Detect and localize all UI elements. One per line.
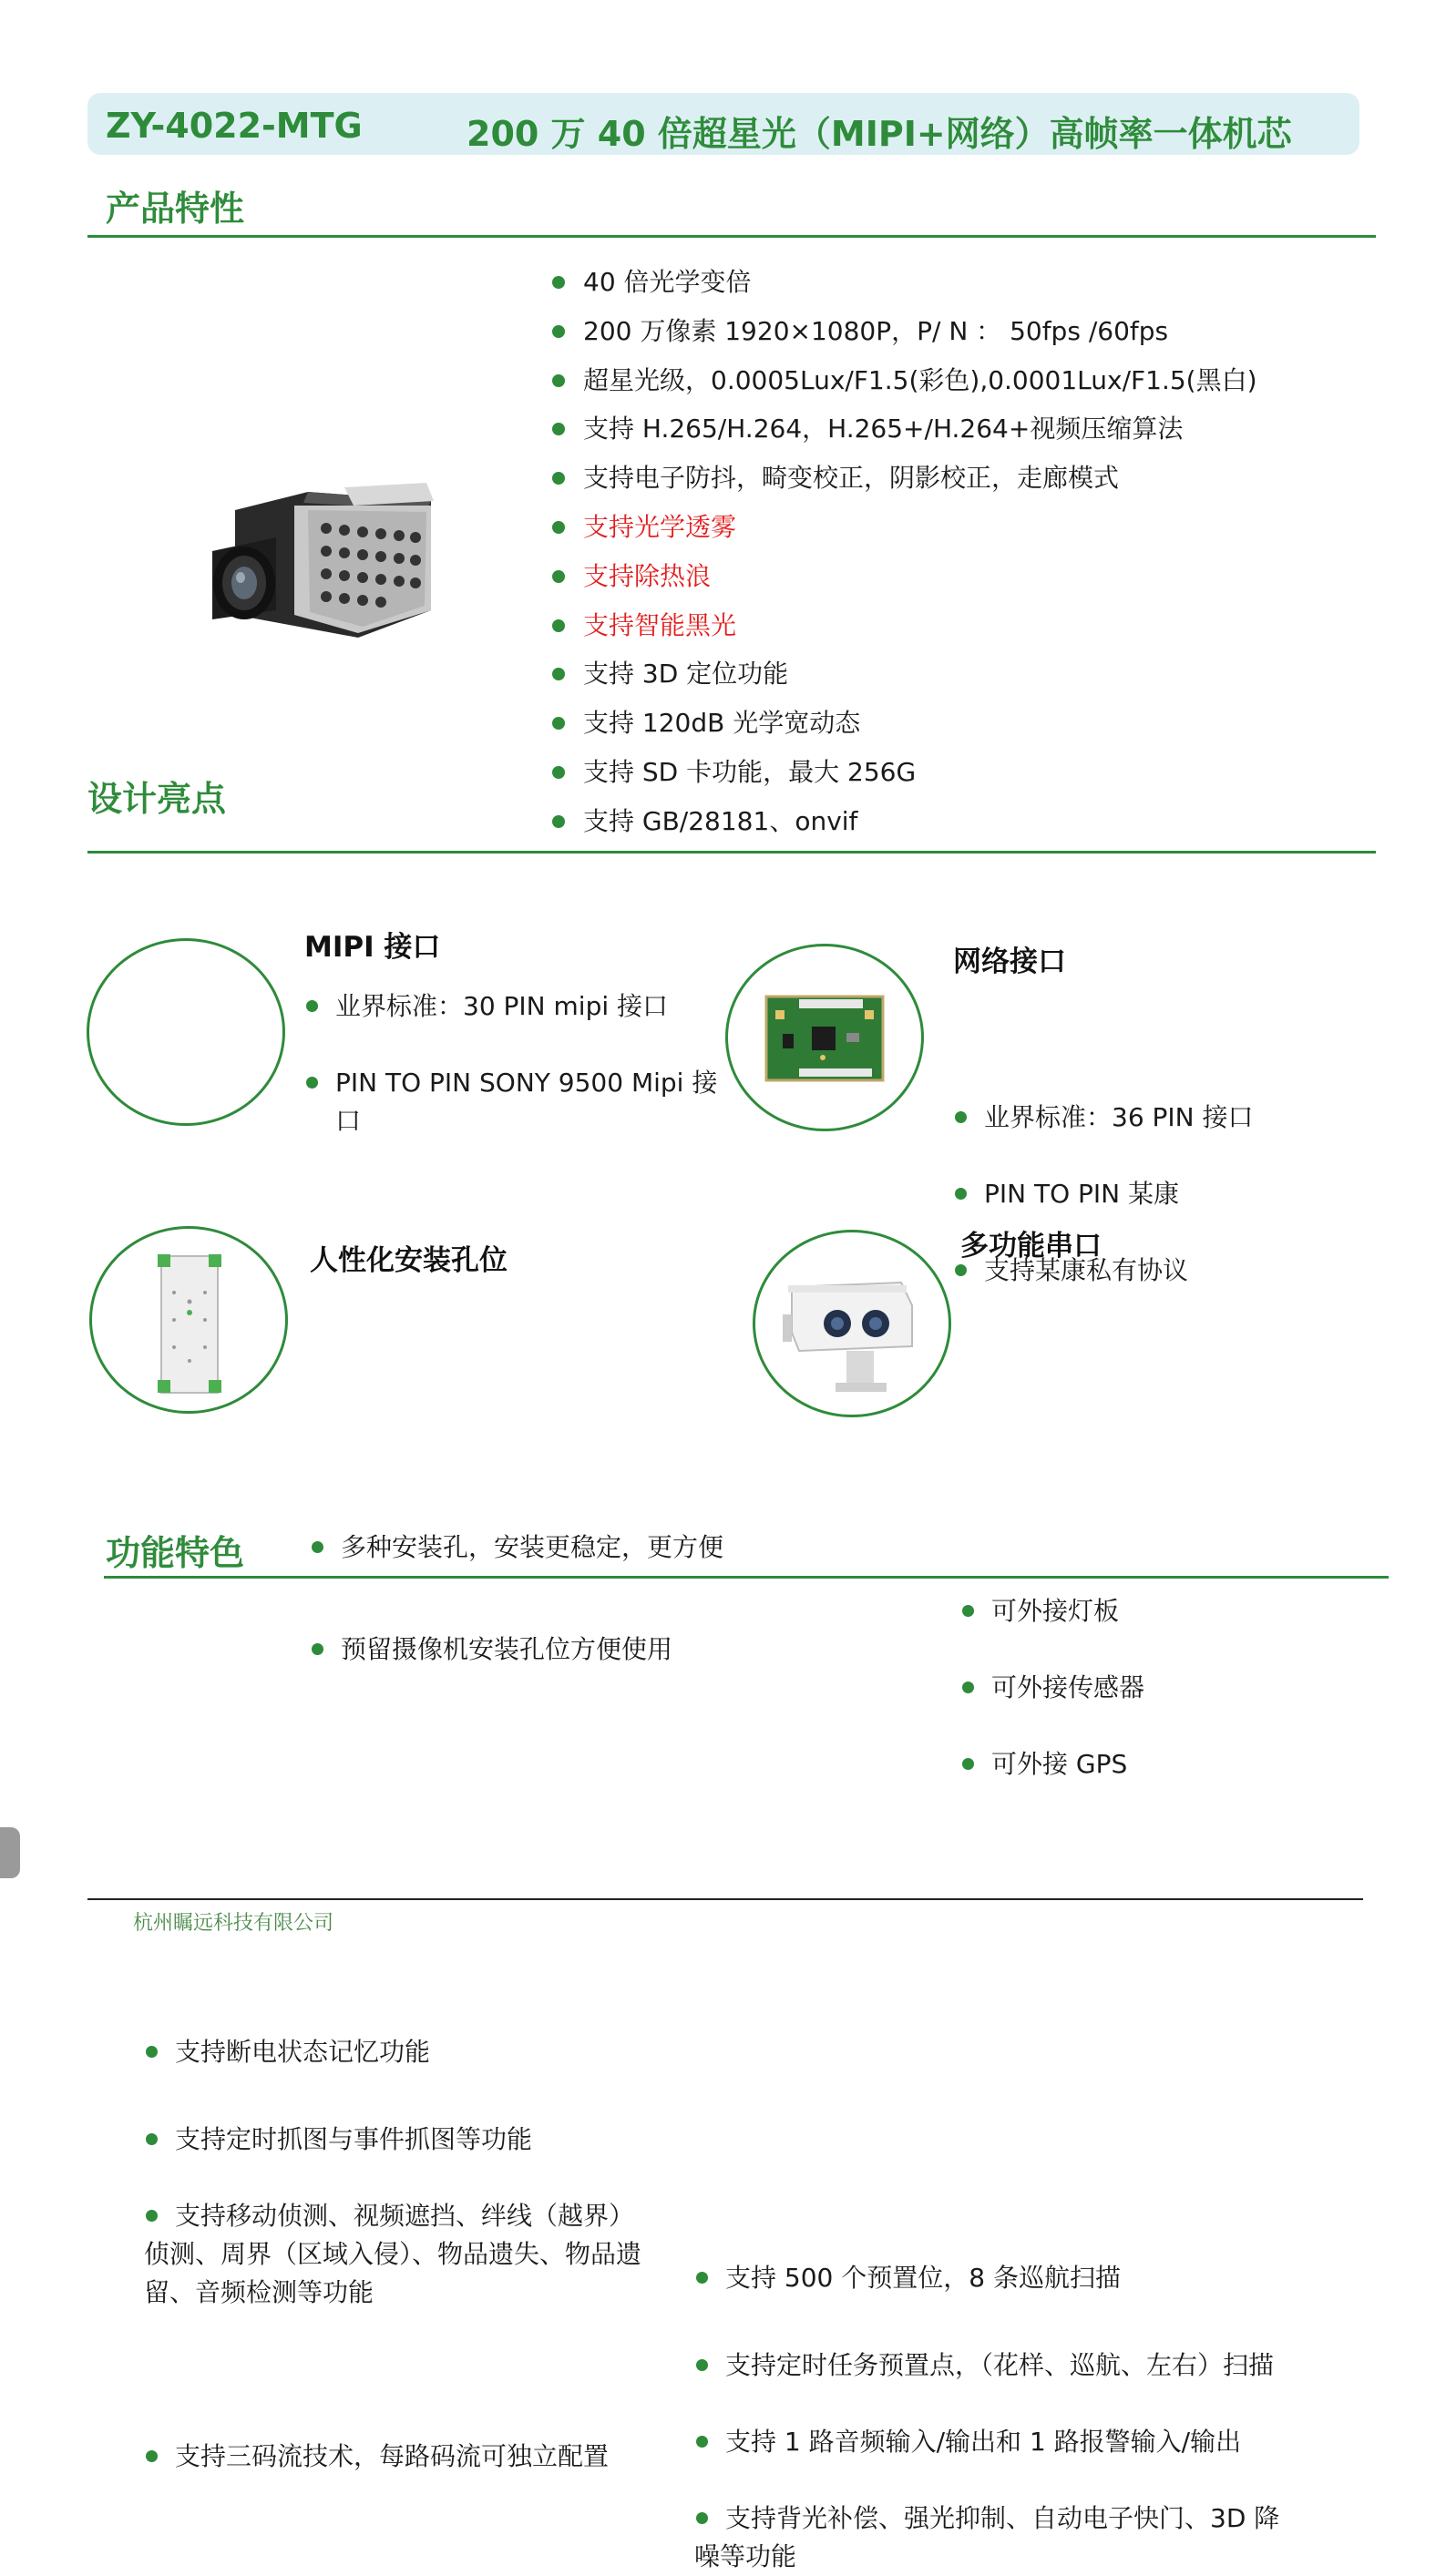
feature-item: 支持电子防抖，畸变校正，阴影校正，走廊模式 — [550, 458, 1334, 507]
bullet-icon — [552, 619, 565, 632]
section-rule-features — [87, 235, 1376, 238]
mipi-title: MIPI 接口 — [304, 931, 441, 964]
mipi-circle — [87, 938, 285, 1126]
footer-rule — [87, 1898, 1363, 1900]
network-title: 网络接口 — [953, 946, 1066, 978]
feature-item: 200 万像素 1920×1080P，P/ N ： 50fps /60fps — [550, 312, 1334, 361]
feature-item: 支持 GB/28181、onvif — [550, 802, 1334, 851]
function-item: 支持定时抓图与事件抓图等功能 — [144, 2121, 1446, 2159]
bullet-icon — [552, 423, 565, 435]
feature-list — [550, 262, 1334, 851]
section-rule-functions — [104, 1576, 1389, 1579]
function-item: 支持三码流技术，每路码流可独立配置 — [144, 2438, 1446, 2476]
feature-item: 支持 120dB 光学宽动态 — [550, 703, 1334, 752]
network-item: 业界标准：36 PIN 接口 — [953, 1099, 1446, 1137]
product-model: ZY-4022-MTG — [106, 106, 363, 146]
mount-circle — [89, 1226, 288, 1414]
serial-item: 可外接灯板 — [960, 1592, 1446, 1630]
bullet-icon — [552, 276, 565, 289]
function-item: 支持 1 路音频输入/输出和 1 路报警输入/输出 — [694, 2423, 1446, 2461]
function-item: 支持背光补偿、强光抑制、自动电子快门、3D 降 噪等功能 — [694, 2503, 1280, 2571]
bullet-icon — [552, 325, 565, 338]
network-item: PIN TO PIN 某康 — [953, 1175, 1446, 1213]
function-item: 支持定时任务预置点，（花样、巡航、左右）扫描 — [694, 2346, 1446, 2385]
bullet-icon — [552, 521, 565, 534]
mounting-plate-image — [92, 1229, 285, 1411]
bullet-icon — [552, 668, 565, 680]
feature-item: 支持 H.265/H.264，H.265+/H.264+视频压缩算法 — [550, 409, 1334, 458]
function-item: 支持断电状态记忆功能 — [144, 2033, 1446, 2071]
serial-circle — [753, 1230, 951, 1417]
feature-item: 支持除热浪 — [550, 557, 1334, 606]
network-item: 支持某康私有协议 — [953, 1252, 1446, 1290]
function-item: 支持 500 个预置位，8 条巡航扫描 — [694, 2259, 1446, 2297]
dual-camera-housing-image — [755, 1232, 949, 1415]
bullet-icon — [552, 815, 565, 828]
mount-item: 预留摄像机安装孔位方便使用 — [310, 1630, 1446, 1669]
serial-item: 可外接传感器 — [960, 1669, 1446, 1707]
serial-title: 多功能串口 — [960, 1230, 1102, 1262]
section-rule-design — [87, 851, 1376, 854]
feature-item: 支持 3D 定位功能 — [550, 654, 1334, 703]
bullet-icon — [552, 766, 565, 779]
feature-item: 40 倍光学变倍 — [550, 262, 1334, 312]
pcb-board-image — [728, 946, 921, 1129]
function-item: 支持移动侦测、视频遮挡、绊线（越界） 侦测、周界（区域入侵）、物品遗失、物品遗 留、音频检测等功能 — [144, 2201, 642, 2307]
feature-item: 超星光级，0.0005Lux/F1.5(彩色),0.0001Lux/F1.5(黑白) — [550, 361, 1334, 410]
mount-title: 人性化安装孔位 — [310, 1244, 508, 1277]
camera-module-image — [208, 455, 445, 656]
footer-company: 杭州瞩远科技有限公司 — [133, 1912, 334, 1935]
bullet-icon — [552, 717, 565, 730]
section-title-design: 设计亮点 — [87, 779, 227, 819]
product-title: 200 万 40 倍超星光（MIPI+网络）高帧率一体机芯 — [467, 114, 1292, 154]
serial-item: 可外接 GPS — [960, 1745, 1446, 1784]
bullet-icon — [552, 374, 565, 387]
mipi-item: 业界标准：30 PIN mipi 接口 — [304, 987, 1446, 1026]
network-circle — [725, 944, 924, 1131]
section-title-functions: 功能特色 — [106, 1533, 245, 1573]
feature-item: 支持 SD 卡功能，最大 256G — [550, 752, 1334, 802]
bullet-icon — [552, 472, 565, 485]
bullet-icon — [552, 570, 565, 583]
feature-item: 支持光学透雾 — [550, 507, 1334, 557]
feature-item: 支持智能黑光 — [550, 606, 1334, 655]
section-title-features: 产品特性 — [106, 189, 245, 229]
page-side-tab — [0, 1827, 20, 1878]
mount-item: 多种安装孔，安装更稳定，更方便 — [310, 1528, 1446, 1567]
mipi-item: PIN TO PIN SONY 9500 Mipi 接口 — [304, 1064, 727, 1140]
